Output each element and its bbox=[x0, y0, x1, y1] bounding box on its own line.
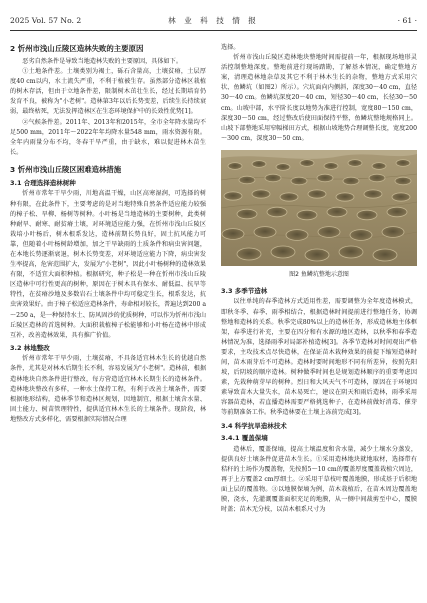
paragraph: 忻州市常年干旱少雨，川地高温干燥，山区高寒湿润，可选择的树种有限，在此条件下，主要考虑的是对当地特殊自然条件适应能力较强的樟子松、旱柳、杨树等树种。小叶杨是当地造林的主要树种，此类树种耐旱、耐寒、耐贫瘠土壤，对环境适应能力强，在忻州市浅山丘陵区栽培小叶杨后，树木根系发达，造林前期长势良好，固土抗风能力可靠，但随着小叶杨树龄增加，加之干旱缺雨的土质条件和病虫害问题，在本地长势逐渐衰退，树木长势变差，对环境适应能力下降，病虫害发生率提高，危害范围扩大，发展为"小老树"，因此小叶杨树种的造林效果有限，不适宜大面积种植。根据研究，种子松是一种在忻州市浅山丘陵区造林中可行性更高的树种，原因在于树木具有保水、耐低温、抗旱等特性，在贫瘠沙地及多数岩石土壤条件中均可稳定生长，根系发达，抗虫害效果好。由于樟子松适应造林条件，寿命相对较长，普遍达到200 a～250 a，是一种保持水土、防风固沙的优质树种，可以作为忻州市浅山丘陵区造林的首选树种。大面积栽植樟子松能够和小叶杨在造林中形成互补，改善造林效果，具有推广价值。 bbox=[10, 190, 206, 339]
journal-title: 林 业 科 技 情 报 bbox=[168, 16, 259, 25]
paragraph-continuation: 选择。 bbox=[221, 44, 240, 51]
paragraph: ①土地条件差。土壤类别为褐土，砾石含量高，土壤贫瘠，土层厚度40 cm以内，水土流失严重，不利于植被生存。虽然部分造林区栽植的树木存活，但由于立地条件差，限制树木茁壮生长，经过长期培育仍发育不良，被称为"小老树"。造林第3年以后长势变差，后续生长持续衰弱，最终枯死，无法发挥造林区在生态环境保护中的长效性优势[1]。 bbox=[10, 68, 206, 116]
page-number: · 61 · bbox=[397, 16, 417, 25]
paragraph: 恶劣自然条件是导致当地造林失败的主要原因，具体如下。 bbox=[22, 58, 182, 65]
journal-volume: 2025 Vol. 57 No. 2 bbox=[10, 16, 82, 25]
section-3-2-heading: 3.2 林地整改 bbox=[10, 343, 50, 352]
paragraph: 造林后，覆盖保墒，提高土壤温度和含水量，减少土壤水分蒸发，提供良好土壤条件促进苗木生长。①采用造林地块就地取材，选择带有秸秆的土场作为覆盖物，先按照5～10 cm的覆盖厚度覆盖栽植穴周边，再于上方覆盖2 cm厚细土。②采用干草枝叶覆盖地膜，形成基于后积地面上层的覆盖物。③以地膜保墒为例，苗木栽植后，在苗木周边覆盖地膜，浇水，先灌溉覆盖面积充足的地膜，从一侧中间裁剪至中心，覆膜时盖；苗木无分枝，以苗木根系尺寸为 bbox=[221, 445, 417, 514]
section-2-heading: 2 忻州市浅山丘陵区造林失败的主要原因 bbox=[10, 44, 144, 53]
figure-2-photo bbox=[221, 150, 417, 266]
fish-scale-pit-photo bbox=[221, 150, 417, 266]
paragraph: ②气候条件差。2011年、2013年和2015年，全市全年降水量均不足500 mm，2011年～2022年年均降水量548 mm，雨水资源有限。全年内雨量分布不均，冬春干旱严重，由于缺水，难以促进林木苗生长。 bbox=[10, 118, 206, 156]
paragraph: 忻州市常年干旱少雨，土壤贫瘠，不具备适宜林木生长的优越自然条件，尤其是对林木后期生长不利，容易发展为"小老树"。造林前，根据造林地块自然条件进行整改，每方营造适宜林木长期生长的造林条件。造林地块整改有多样，一种水土保持工程，有利于改善土壤条件，需要根据地形结构，造林季节和造林区规划，因地制宜，根据土壤含水量、固土能力、树苗管理特性，提供适宜林木生长的土壤条件。现阶段，林地整改方式多样化，需要根据实际情况合理 bbox=[10, 355, 206, 423]
section-3-3-heading: 3.3 多季节造林 bbox=[221, 286, 268, 295]
section-3-4-1-heading: 3.4.1 覆盖保墒 bbox=[221, 434, 268, 443]
left-column bbox=[10, 43, 206, 591]
paragraph: 忻州市浅山丘陵区造林地块整地时间需提前一年，根据现场地形灵活控制整地深度。整地前进行现场踏勘，了解基本情况，确定整地方案，清理造林地杂草及其它不利于林木生长的杂物，整地方式采用穴状、鱼鳞坑（如图2）所示）。穴坑面向内侧斜，深度30～40 cm，直径30～40 cm。鱼鳞坑深度20～40 cm，短径30～40 cm，长径30～50 cm。山坡中部，水平阶长度以地势为准进行控制，宽度80～150 cm，深度30～50 cm，经过整改后使田面保持平整，鱼鳞坑整地规格同上。山坡下部整地采用窄幅梯田方式，根据山坡地势合理调整长度，宽度200～300 cm，深度30～50 cm。 bbox=[221, 54, 417, 142]
figure-caption: 图2 鱼鳞坑整地示意图 bbox=[289, 270, 349, 278]
paragraph: 以往单纯的春季造林方式适用性差，需要调整为全年度造林模式，即秋冬季、春季、雨季相结合，根据造林时间提前进行整地任务，协调整地和造林的关系。秋季完成80%以上的造林任务，形成造林地主体框架，春季进行补充，主要在四分和有水源的地区造林，以秋季和春季造林情况为准，选择雨季对局部补植造林[3]。各季节造林对时间观出严格要求，主攻技术点尽快造林，在保证苗木栽种效果的前提下缩短造林时间，苗木雨芽后不可造林。造林时要时间地形不同有所差异，按照先阳坡，后阴坡的顺序造林。树种做季时间也是规划造林顺序的重要考虑因素，先栽种萌芽早的树种。烈日和大风天气不可造林，原因在于环境因素导致苗木大量失水，苗木易死亡，建议在阴天和雨后造林，雨季采用容器苗造林，若直播造林需要严格挑选种子，在造林前做好消毒、催芽等前期准备工作。秋季造林要在土壤上冻前完成[3]。 bbox=[221, 298, 417, 417]
section-3-heading: 3 忻州市浅山丘陵区困难造林措施 bbox=[10, 164, 122, 174]
right-column bbox=[221, 43, 417, 591]
section-3-1-heading: 3.1 合理选择造林树种 bbox=[10, 178, 76, 187]
section-3-4-heading: 3.4 科学抗旱造林技术 bbox=[221, 421, 287, 430]
running-header bbox=[10, 16, 417, 31]
